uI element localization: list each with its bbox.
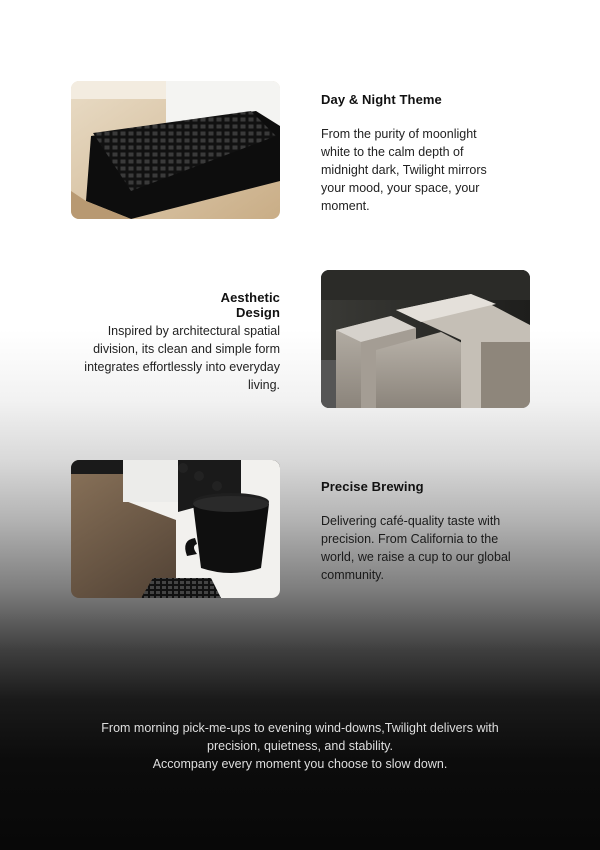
section-body: Delivering café-quality taste with precision. From California to the world, we raise a cup to our global community. (321, 514, 511, 582)
section-heading: Aesthetic Design (220, 290, 280, 320)
section-heading: Day & Night Theme (321, 92, 442, 107)
machine-top-photo (321, 270, 530, 408)
drip-tray-grid-icon (71, 81, 280, 219)
section-heading: Precise Brewing (321, 479, 424, 494)
section-body: From the purity of moonlight white to the calm depth of midnight dark, Twilight mirrors your mood, your space, your moment. (321, 127, 487, 213)
machine-block-icon (321, 270, 530, 408)
section-body: Inspired by architectural spatial division, its clean and simple form integrates effortlessly into everyday living. (84, 324, 280, 392)
footer-tagline-line: Accompany every moment you choose to slow down. (152, 757, 448, 771)
espresso-cup-photo (71, 460, 280, 598)
drip-tray-photo (71, 81, 280, 219)
espresso-cup-icon (71, 460, 280, 598)
footer-tagline-line: From morning pick-me-ups to evening wind-downs,Twilight delivers with (101, 721, 499, 735)
footer-tagline-line: precision, quietness, and stability. (207, 739, 393, 753)
